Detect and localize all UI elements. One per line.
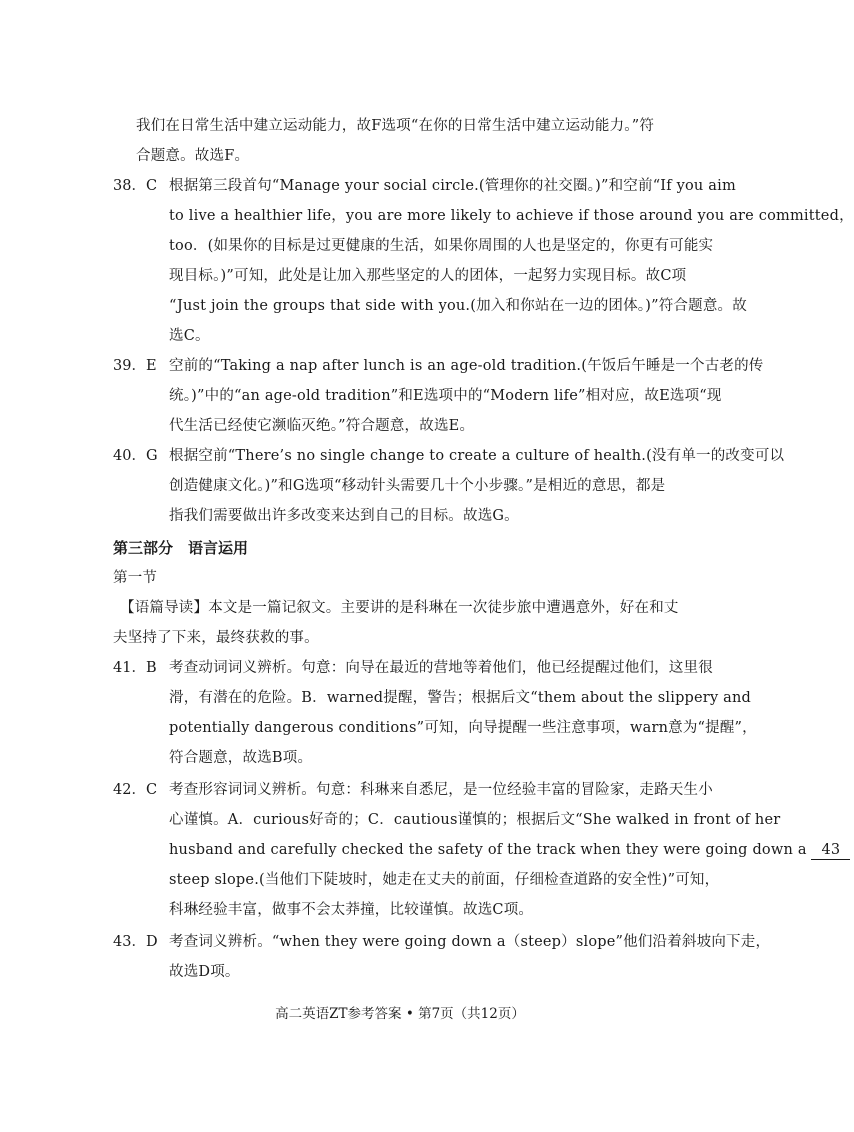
text-line: 根据第三段首句“Manage your social circle.(管理你的社交圈。)”和空前“If you aim [169,178,736,194]
blank-number: 43 [811,841,850,860]
text-line: 心谨慎。A．curious好奇的；C．cautious谨慎的；根据后文“She walked in front of her [169,812,781,828]
text-line: 指我们需要做出许多改变来达到自己的目标。故选G。 [169,508,519,524]
text-line: 代生活已经使它濒临灭绝。”符合题意，故选E。 [169,418,475,434]
text-line: 统。)”中的“an age-old tradition”和E选项中的“Modern life”相对应，故E选项“现 [169,388,722,404]
page-footer: 高二英语ZT参考答案 • 第7页（共12页） [275,1006,525,1022]
text-line: 现目标。)”可知，此处是让加入那些坚定的人的团体，一起努力实现目标。故C项 [169,268,687,284]
text-line: 根据空前“There’s no single change to create a culture of health.(没有单一的改变可以 [169,448,785,464]
section-heading: 第三部分 语言运用 [113,539,249,557]
question-number: 39．E [113,358,157,374]
text-line: 夫坚持了下来，最终获救的事。 [113,630,319,646]
text-line: 考查动词词义辨析。句意：向导在最近的营地等着他们，他已经提醒过他们，这里很 [169,660,713,676]
question-number: 38．C [113,178,158,194]
text-line: 滑，有潜在的危险。B．warned提醒，警告；根据后文“them about the slippery and [169,690,752,706]
text-line: too．(如果你的目标是过更健康的生活，如果你周围的人也是坚定的，你更有可能实 [169,238,714,254]
question-number: 40．G [113,448,158,464]
question-number: 43．D [113,934,158,950]
text-line: 选C。 [169,328,210,344]
text-line: 我们在日常生活中建立运动能力，故F选项“在你的日常生活中建立运动能力。”符 [136,118,655,134]
text-line: 符合题意，故选B项。 [169,750,313,766]
text-line: 空前的“Taking a nap after lunch is an age-old tradition.(午饭后午睡是一个古老的传 [169,358,764,374]
text-line: 考查词义辨析。“when they were going down a（steep）slope”他们沿着斜坡向下走， [169,934,771,950]
text-line: 科琳经验丰富，做事不会太莽撞，比较谨慎。故选C项。 [169,902,534,918]
text-line: 【语篇导读】本文是一篇记叙文。主要讲的是科琳在一次徒步旅中遭遇意外，好在和丈 [120,600,679,616]
text-line: “Just join the groups that side with you.(加入和你站在一边的团体。)”符合题意。故 [169,298,747,314]
text-line [169,840,850,860]
question-number: 42．C [113,782,158,798]
question-number: 41．B [113,660,157,676]
text-line: 考查形容词词义辨析。句意：科琳来自悉尼，是一位经验丰富的冒险家，走路天生小 [169,782,713,798]
subsection-heading: 第一节 [113,570,158,586]
text-segment: husband and carefully checked the safety of the track when they were going down a [169,842,807,858]
text-line: potentially dangerous conditions”可知，向导提醒一些注意事项，warn意为“提醒”， [169,720,757,736]
text-line: 合题意。故选F。 [136,148,250,164]
text-line: steep slope.(当他们下陡坡时，她走在丈夫的前面，仔细检查道路的安全性)”可知， [169,872,720,888]
text-line: 故选D项。 [169,964,240,980]
text-line: 创造健康文化。)”和G选项“移动针头需要几十个小步骤。”是相近的意思，都是 [169,478,666,494]
text-line: to live a healthier life，you are more likely to achieve if those around you are committed， [169,208,854,224]
